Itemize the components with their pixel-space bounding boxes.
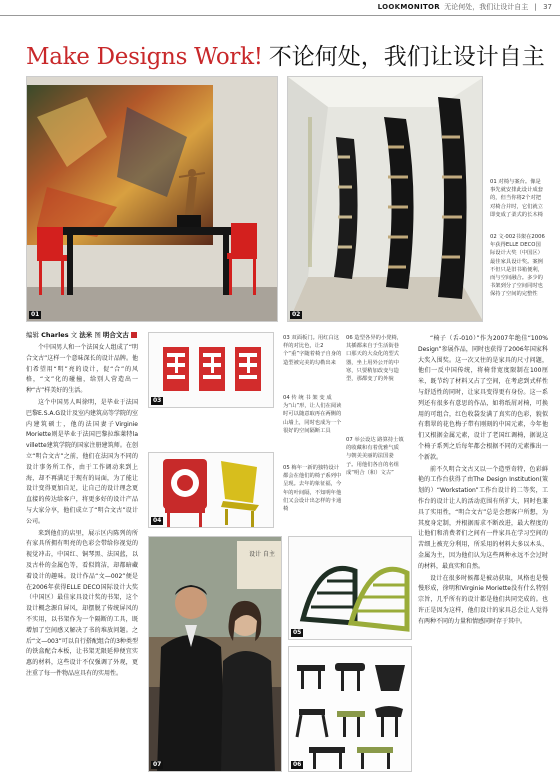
caption-02: 02 文·002书架在2006年获得ELLE DECO国际设计大奖（中国区）最佳家具设计奖。案例不但只是旧书箱便利，而与空间融合。多少的书架到分了空间同时也保持了空间的完整性: [490, 234, 545, 298]
right-para-2: 前不久明合文古又以一个造型奇特，色彩鲜艳的工作台获得了由The Design Institution(策划的）“Workstation”工作台设计的二等奖，工作台的设计让人的活动范围有所扩大，同时也兼具了实用性，“明合文古”总是会想客户所想，为其度身定制，并根据需求不断改进，最大程度的让他们和消费者们之间有一件家具在学习空间的苦细上被充分利用，所采用的材料大多以木头、金属为主，因为他们认为这些两种永远不会过时的材料，最真实和自然。: [418, 465, 548, 570]
left-para-2: 这个中国男人叫徐明，是毕业于法国巴黎E.S.A.G设计及室内建筑高等学院的室内建筑硕士，他的法国妻子Virginie Moriette则是毕业于法国巴黎拉维莱特la villette建筑学院的国家注册建筑师。在创立“明合文古”之前，他们在法国为不同的设计事务所工作，由于工作调动来到上海，却不再满足于现有的局面，为了能让设计变得更加自足，让自己的设计理念更直接的传达给客户，将更多好的设计产品与大家分享，他们成立了“明合文古”设计公司。: [26, 398, 138, 525]
byline-photographer: 法米: [79, 331, 93, 339]
header-look: LOOK: [377, 3, 401, 11]
photo-03-number: 03: [153, 397, 162, 404]
storefront-sign: 设计 自主: [249, 551, 275, 558]
photo-06-scene: [289, 647, 412, 772]
right-para-3: 设计在很多时候都是被动获取，风格也是慢慢形成，徐明和Virginie Moriette没有什么特别宗旨，几乎所有的设计都是他们共同完成的。也许正是因为这样，他们设计的家具总会让人觉得有两种不同的力量和情感同时存于其中。: [418, 574, 548, 625]
title-english: Make Designs Work!: [26, 44, 263, 70]
byline: [26, 330, 138, 340]
byline-label: 编辑: [26, 331, 39, 339]
photo-07-scene: [149, 537, 282, 772]
photo-06: [288, 646, 412, 772]
photo-01: [26, 76, 278, 322]
caption-05: 05 梅年一新的独特设计都会在他们的椅子系列中呈现。去年的象征福，今年的叶间隔，不知明年他们又会设计出怎样的卡通椅: [283, 465, 342, 513]
photo-02-number: 02: [292, 311, 301, 318]
photo-06-number: 06: [293, 761, 302, 768]
photo-05-scene: [289, 537, 412, 640]
byline-mid: 文: [70, 331, 78, 339]
title-chinese: 不论何处，我们让设计自主: [268, 44, 545, 70]
photo-07-number: 07: [153, 761, 162, 768]
photo-01-number: 01: [31, 311, 40, 318]
right-para-1: “椅子（舌-010）”作为2007年绝佳“100% Design”参展作品，同时也获得了2006年国家科大奖入围奖。这一次又往的是家具的尺寸问题，他们一反中国传统，将椅背宽度限制在100厘米，既节约了材料又占了空间，在考虑到式样性与舒适性的同时，让家具变得更有身份。这一系列还有很多有意思的作品，如将纸屑对椅，可换用的可组合，红色收袋发满了真实的色彩，貌似有翡翠的花色梅子带有刚刻的中国元素，今年他们又根据金属元素，设计了老国红调椅，据说这个椅子系列之后每年都会根据不同的元素推出一个新款。: [418, 335, 548, 461]
caption-04: 04 传 统 书 架 变 成 为“山”形，让人们在阅读时可以随意取再在两侧的山墙上，同时也成为一个很好的空间隔断工具: [283, 395, 342, 434]
header-rule: [0, 15, 560, 16]
caption-03: 03 双面板门。用红白这样的对比色，让2个“重”字随着椅子自身的造型被完美的勾勒出来: [283, 335, 342, 366]
photo-02-scene: [288, 77, 483, 322]
caption-06: 06 造型各异的小凳椅，其插都来自于生活街巷口那天的大众化的型式器，坐上用外公开的中寒，只要稍加改变与造型，那都变了的外貌: [346, 335, 403, 383]
caption-01: 01 对椅与案台。像是事先就安排此设计成套的，但当你将2个对把对椅合并时，它们就立即变成了柔式的长木椅: [490, 179, 543, 218]
page-title: [26, 38, 545, 71]
photo-04-number: 04: [153, 517, 162, 524]
byline-author: Charles: [41, 331, 69, 339]
photo-04: [148, 452, 274, 528]
caption-07: 07 举公设达 路算持士镇的收藏和有着优雅气质与朝美美丽的法国妻子。用他们各自的名组成“明合（和）文古”: [346, 437, 404, 476]
byline-photo-label: 图: [94, 331, 101, 339]
photo-03-scene: [149, 333, 274, 408]
left-para-1: 个中国男人和一个法国女人组成了“明合文古”这样一个意味深长的设计品牌。他们希望用“明”亮的设计，促“合”的风格，“文”化的碰撞，给别人营造出一种“古”样美好的生活。: [26, 344, 138, 395]
byline-credit: 明合文古: [102, 331, 129, 339]
page-number: 37: [543, 3, 552, 11]
left-body-column: [26, 343, 138, 771]
photo-02: [287, 76, 483, 322]
running-header: LOOKMONITOR 无论何处，我们让设计自主 | 37: [377, 3, 552, 11]
photo-01-scene: [27, 77, 278, 322]
photo-05-number: 05: [293, 629, 302, 636]
photo-03: [148, 332, 274, 408]
header-monitor: MONITOR: [400, 3, 441, 11]
right-body-column: [418, 334, 548, 772]
photo-05: [288, 536, 412, 640]
photo-07: [148, 536, 282, 772]
left-para-3: 来到他们的店里，展示区内陈列的所有家具所拥有明亮的色彩会带给你视觉的视觉冲击，中国红、铜琴黑、法国蓝，以及古朴的金属色等，看似简洁，却都暗藏着设计的趣味。设计作品“文—002”便是在2006年获得ELLE DECO国际设计大奖（中国区）最佳家具设计奖的书架，这个设计概念源自屏风，却摆脱了传统屏风的不实用，以书架作为一个隔断的工具，既增加了空间感又解决了书的堆放问题。之后“文—003”可以自行搭配组合的3种类型的铁盒配合本板，让书架无限延伸便宜实惠的材料，这些设计不仅强调了外观，更注重了每一件物品应具有的实用性。: [26, 529, 138, 677]
photo-04-scene: [149, 453, 274, 528]
red-square-icon: [131, 332, 137, 338]
header-subtitle: 无论何处，我们让设计自主: [444, 3, 529, 11]
